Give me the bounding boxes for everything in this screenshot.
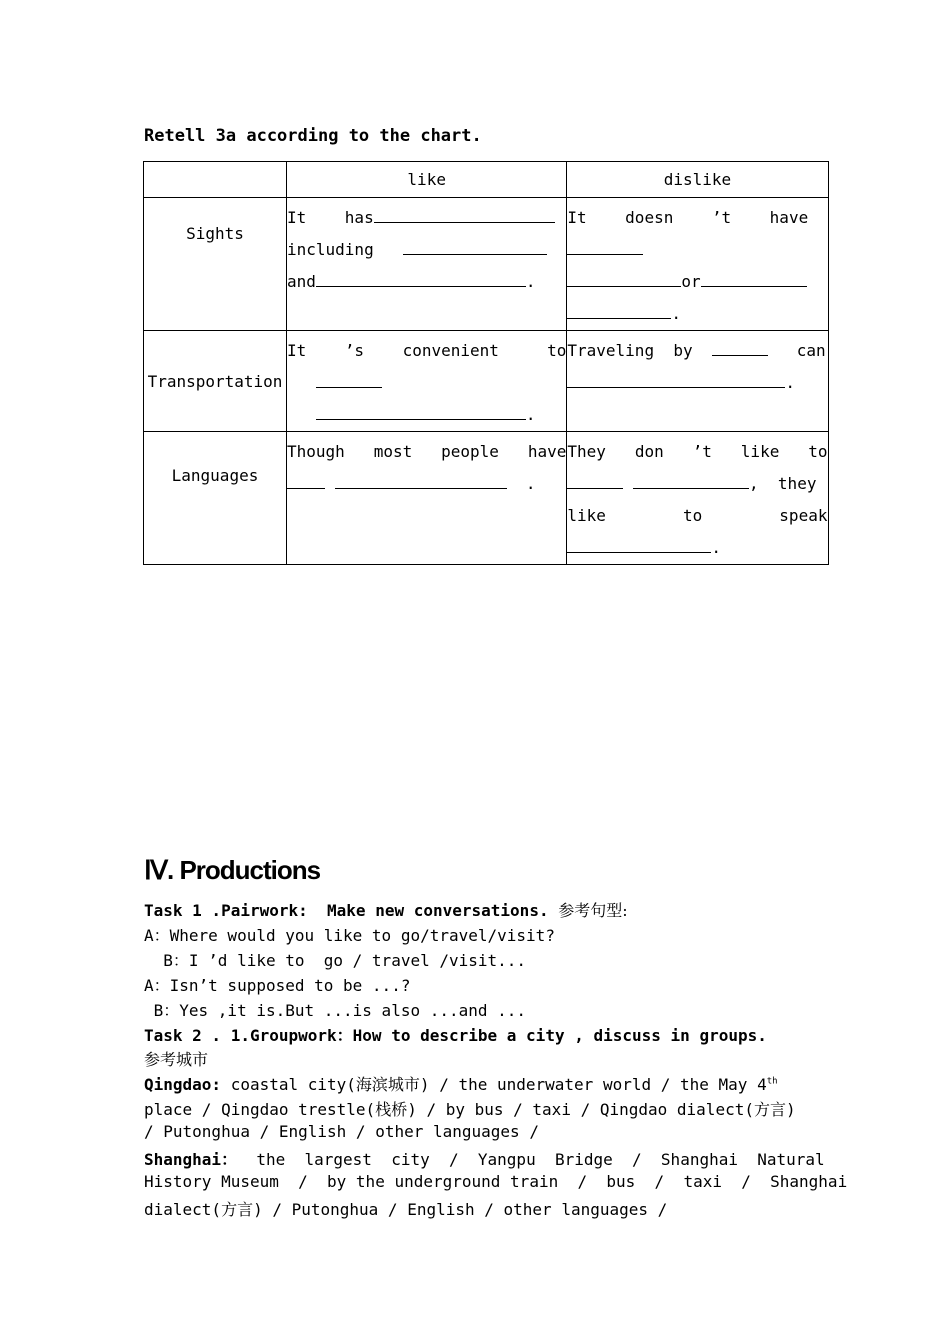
transport-dislike-end: . xyxy=(785,373,796,392)
retell-chart xyxy=(143,161,829,565)
lang-dislike-end: . xyxy=(711,538,722,557)
row-label-transportation: Transportation xyxy=(144,331,287,432)
lang-dislike-w7: like xyxy=(567,506,606,525)
sights-like-cell xyxy=(287,198,567,331)
task1-line-4: B：Yes ,it is.But ...is also ...and ... xyxy=(144,1001,527,1020)
lang-like-w1: Though xyxy=(287,442,345,461)
lang-like-w3: people xyxy=(441,442,499,461)
lang-dislike-w1: They xyxy=(567,442,606,461)
qingdao-line-1 xyxy=(144,1072,778,1095)
transportation-like-cell xyxy=(287,331,567,432)
lang-like-end: . xyxy=(525,474,536,493)
languages-like-cell xyxy=(287,432,567,565)
row-label-sights: Sights xyxy=(144,198,287,331)
task2-title: Task 2 . 1.Groupwork：How to describe a city , discuss in groups. xyxy=(144,1026,767,1045)
lang-dislike-w9: speak xyxy=(779,506,828,525)
lang-dislike-w4: like xyxy=(740,442,780,461)
row-label-languages: Languages xyxy=(144,432,287,565)
task1-line-3: A：Isn’t supposed to be ...? xyxy=(144,976,411,995)
lang-dislike-w5: to xyxy=(808,442,828,461)
sights-dislike-w3: ’t xyxy=(711,208,732,227)
lang-dislike-w3: ’t xyxy=(692,442,712,461)
task1-title-line xyxy=(144,898,628,921)
qingdao-sup: th xyxy=(766,1076,778,1087)
sights-like-w4: and xyxy=(287,272,316,291)
task1-line-1: A：Where would you like to go/travel/visit? xyxy=(144,926,555,945)
task1-line-2: B：I ’d like to go / travel /visit... xyxy=(144,951,527,970)
sights-dislike-w2: doesn xyxy=(625,208,674,227)
section-heading: Ⅳ. Productions xyxy=(144,855,321,885)
lang-like-w4: have xyxy=(527,442,567,461)
shanghai-line-1 xyxy=(144,1147,825,1170)
sights-dislike-w1: It xyxy=(567,208,587,227)
task1-ref: 参考句型: xyxy=(558,901,628,920)
transportation-dislike-cell xyxy=(567,331,828,432)
lang-dislike-w2: don xyxy=(634,442,664,461)
transport-dislike-w2: by xyxy=(673,341,693,360)
transport-dislike-w3: can xyxy=(796,341,826,360)
lang-dislike-comma: , xyxy=(749,474,759,493)
sights-dislike-w4: have xyxy=(769,208,809,227)
shanghai-line-2: History Museum / by the underground train / bus / taxi / Shanghai xyxy=(144,1172,848,1191)
qingdao-label: Qingdao: xyxy=(144,1075,222,1094)
retell-title: Retell 3a according to the chart. xyxy=(144,126,482,146)
transport-dislike-w1: Traveling xyxy=(567,341,655,360)
transport-like-end: . xyxy=(525,405,536,424)
shanghai-line-3: dialect(方言) / Putonghua / English / other languages / xyxy=(144,1200,668,1219)
header-dislike: dislike xyxy=(567,162,828,198)
qingdao-line-2: place / Qingdao trestle(栈桥) / by bus / taxi / Qingdao dialect(方言) xyxy=(144,1100,796,1119)
header-like: like xyxy=(287,162,567,198)
sights-like-w2: has xyxy=(344,208,374,227)
sights-like-w1: It xyxy=(287,208,307,227)
transport-like-w4: to xyxy=(547,341,567,360)
languages-dislike-cell xyxy=(567,432,828,565)
sights-like-end: . xyxy=(525,272,536,291)
sights-dislike-end: . xyxy=(671,304,682,323)
transport-like-w1: It xyxy=(287,341,307,360)
transport-like-w3: convenient xyxy=(402,341,499,360)
sights-dislike-w5: or xyxy=(681,272,701,291)
sights-like-w3: including xyxy=(287,240,374,259)
qingdao-line-3: / Putonghua / English / other languages / xyxy=(144,1122,539,1141)
shanghai-text-1: the largest city / Yangpu Bridge / Shanghai Natural xyxy=(237,1150,825,1169)
transport-like-w2: ’s xyxy=(344,341,365,360)
shanghai-label: Shanghai： xyxy=(144,1150,238,1169)
sights-dislike-cell xyxy=(567,198,828,331)
lang-like-w2: most xyxy=(373,442,413,461)
lang-dislike-w6: they xyxy=(777,474,817,493)
lang-dislike-w8: to xyxy=(682,506,703,525)
header-blank-cell xyxy=(144,162,287,198)
task2-ref: 参考城市 xyxy=(144,1050,209,1069)
task1-title: Task 1 .Pairwork: Make new conversations. xyxy=(144,901,559,920)
qingdao-text-1: coastal city(海滨城市) / the underwater world / the May 4 xyxy=(221,1075,767,1094)
